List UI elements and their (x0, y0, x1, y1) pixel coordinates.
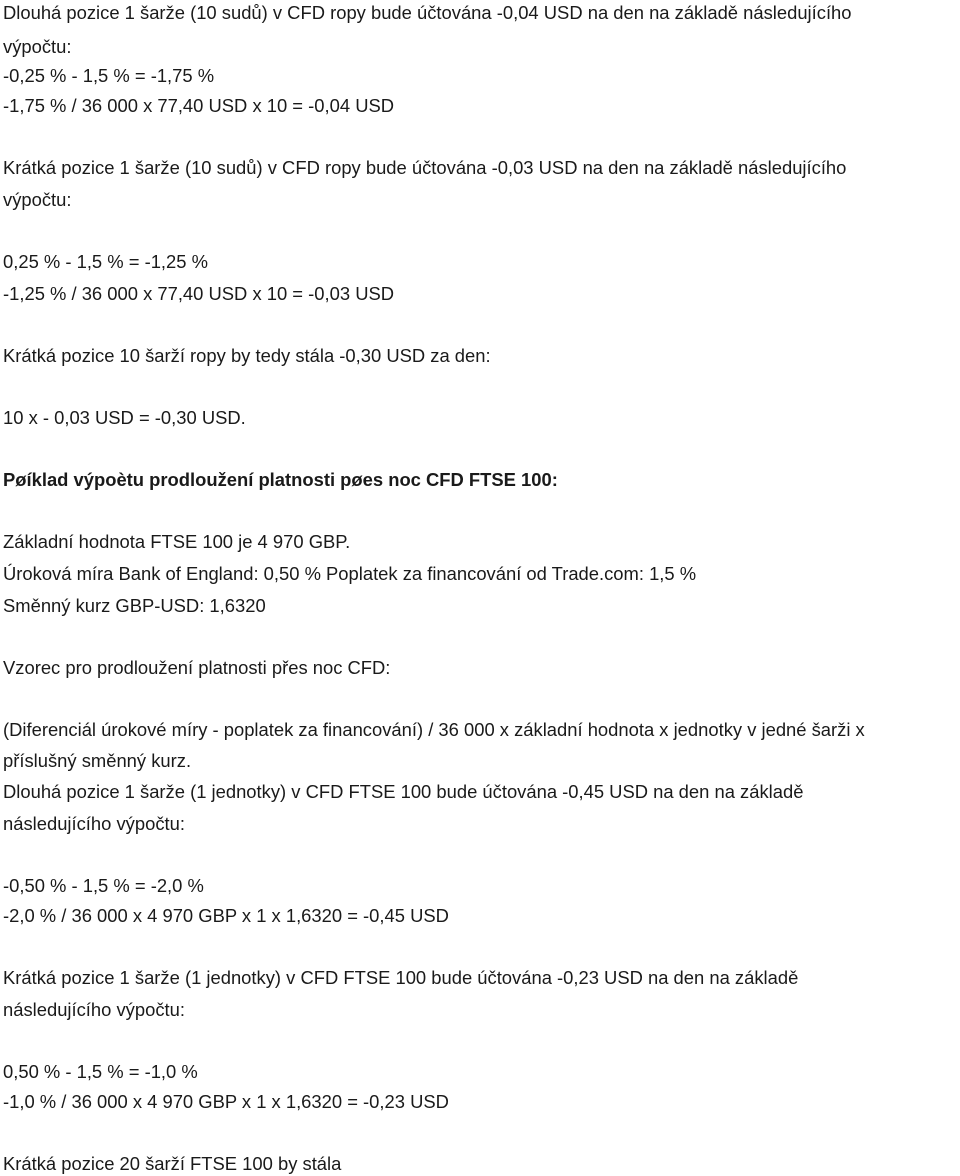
text-line: následujícího výpočtu: (3, 999, 185, 1020)
text-line: Krátká pozice 1 šarže (10 sudů) v CFD ropy bude účtována -0,03 USD na den na základě následujícího (3, 157, 847, 178)
text-line: Krátká pozice 1 šarže (1 jednotky) v CFD FTSE 100 bude účtována -0,23 USD na den na základě (3, 967, 799, 988)
text-line: příslušný směnný kurz. (3, 750, 192, 771)
formula-line: -1,75 % / 36 000 x 77,40 USD x 10 = -0,04 USD (3, 95, 395, 116)
text-line: Krátká pozice 10 šarží ropy by tedy stála -0,30 USD za den: (3, 345, 491, 366)
formula-line: 0,50 % - 1,5 % = -1,0 % (3, 1061, 198, 1082)
section-heading: Pøíklad výpoètu prodloužení platnosti pøes noc CFD FTSE 100: (3, 469, 558, 490)
formula-line: -1,25 % / 36 000 x 77,40 USD x 10 = -0,03 USD (3, 283, 395, 304)
formula-line: -0,50 % - 1,5 % = -2,0 % (3, 875, 204, 896)
formula-line: 10 x - 0,03 USD = -0,30 USD. (3, 407, 246, 428)
text-line: Základní hodnota FTSE 100 je 4 970 GBP. (3, 531, 351, 552)
text-line: Vzorec pro prodloužení platnosti přes noc CFD: (3, 657, 391, 678)
formula-line: -2,0 % / 36 000 x 4 970 GBP x 1 x 1,6320 = -0,45 USD (3, 905, 449, 926)
text-line: následujícího výpočtu: (3, 813, 185, 834)
formula-line: -1,0 % / 36 000 x 4 970 GBP x 1 x 1,6320 = -0,23 USD (3, 1091, 449, 1112)
text-line: výpočtu: (3, 36, 72, 57)
text-line: Dlouhá pozice 1 šarže (1 jednotky) v CFD FTSE 100 bude účtována -0,45 USD na den na základě (3, 781, 804, 802)
text-line: Směnný kurz GBP-USD: 1,6320 (3, 595, 266, 616)
formula-line: -0,25 % - 1,5 % = -1,75 % (3, 65, 215, 86)
formula-line: (Diferenciál úrokové míry - poplatek za financování) / 36 000 x základní hodnota x jednotky v jedné šarži x (3, 719, 865, 740)
text-line: Krátká pozice 20 šarží FTSE 100 by stála (3, 1153, 342, 1174)
formula-line: 0,25 % - 1,5 % = -1,25 % (3, 251, 208, 272)
text-line: Dlouhá pozice 1 šarže (10 sudů) v CFD ropy bude účtována -0,04 USD na den na základě následujícího (3, 2, 852, 23)
text-line: Úroková míra Bank of England: 0,50 % Poplatek za financování od Trade.com: 1,5 % (3, 563, 697, 584)
text-line: výpočtu: (3, 189, 72, 210)
